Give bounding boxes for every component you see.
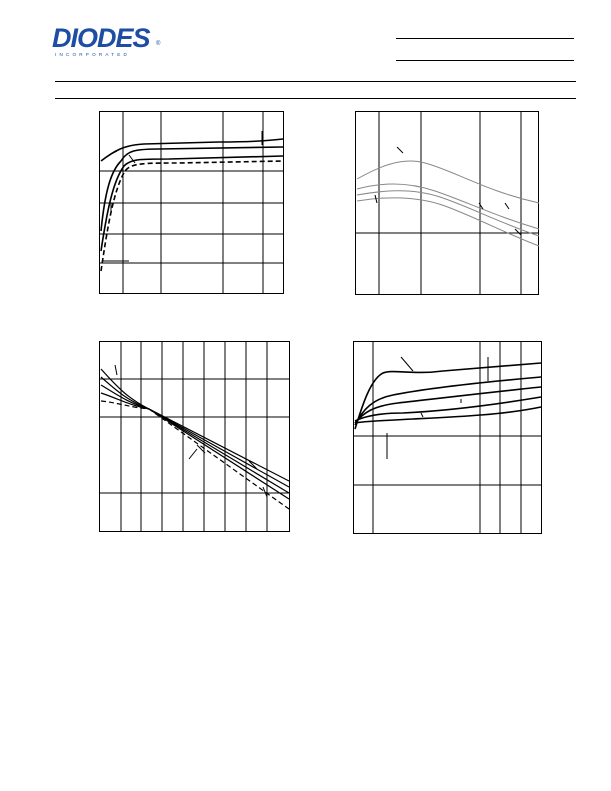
figure-4-plot [353,341,543,535]
header-title-line [396,60,574,61]
figure-3-svg [99,341,291,533]
figure-1-plot [99,111,285,295]
header-rule-bottom [55,98,576,99]
figure-3-plot [99,341,291,533]
figure-4-svg [353,341,543,535]
figure-2-svg [355,111,541,297]
figure-2-plot [355,111,541,297]
logo-registered-mark: ® [156,41,161,47]
diodes-logo [52,24,164,60]
header-part-number-line [396,38,574,39]
logo-subtext: INCORPORATED [55,52,131,57]
figure-1-svg [99,111,285,295]
header-rule-top [55,81,576,82]
logo-wordmark: DIODES [52,23,150,53]
